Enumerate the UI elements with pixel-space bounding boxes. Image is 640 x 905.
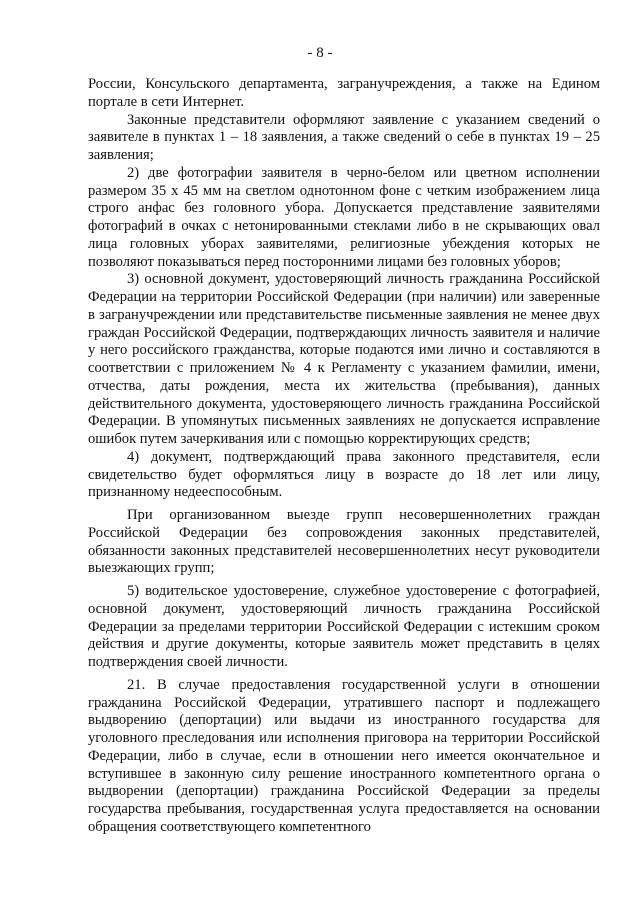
document-body	[88, 76, 600, 837]
paragraph-item-3-identity-document: 3) основной документ, удостоверяющий личность гражданина Российской Федерации на территории Российской Федерации (при наличии) или заверенные в загранучреждении или представительстве письменные заявления не менее двух граждан Российской Федерации, подтверждающих личность заявителя и наличие у него российского гражданства, которые подаются ими лично и составляются в соответствии с приложением № 4 к Регламенту с указанием фамилии, имени, отчества, даты рождения, места их жительства (пребывания), данных действительного документа, удостоверяющего личность гражданина Российской Федерации. В упомянутых письменных заявлениях не допускается исправление ошибок путем зачеркивания или с помощью корректирующих средств;	[88, 271, 600, 447]
paragraph-organized-groups: При организованном выезде групп несовершеннолетних граждан Российской Федерации без сопровождения законных представителей, обязанности законных представителей несовершеннолетних несут руководители выезжающих групп;	[88, 507, 600, 577]
page-number: - 8 -	[307, 45, 333, 61]
paragraph-item-5-other-documents: 5) водительское удостоверение, служебное удостоверение с фотографией, основной документ, удостоверяющий личность гражданина Российской Федерации за пределами территории Российской Федерации с истекшим сроком действия и другие документы, которые заявитель может представить в целях подтверждения своей личности.	[88, 583, 600, 670]
paragraph-item-4-representative-rights: 4) документ, подтверждающий права законного представителя, если свидетельство будет оформляться лицу в возрасте до 18 лет или лицу, признанному недееспособным.	[88, 448, 600, 501]
paragraph-item-2-photos: 2) две фотографии заявителя в черно-белом или цветном исполнении размером 35 х 45 мм на светлом однотонном фоне с четким изображением лица строго анфас без головного убора. Допускается представление заявителями фотографий в очках с нетонированными стеклами либо в не скрывающих овал лица головных уборах заявителями, религиозные убеждения которых не позволяют показываться перед посторонними лицами без головных уборов;	[88, 164, 600, 270]
paragraph-21-deportation: 21. В случае предоставления государственной услуги в отношении гражданина Российской Федерации, утратившего паспорт и подлежащего выдворению (депортации) или выдачи из иностранного государства для уголовного преследования или исполнения приговора на территории Российской Федерации, либо в случае, если в отношении него имеется окончательное и вступившее в законную силу решение иностранного компетентного органа о выдворении (депортации) гражданина Российской Федерации за пределы государства пребывания, государственная услуга предоставляется на основании обращения соответствующего компетентного	[88, 676, 600, 835]
paragraph-legal-representatives: Законные представители оформляют заявление с указанием сведений о заявителе в пунктах 1 – 18 заявления, а также сведений о себе в пунктах 19 – 25 заявления;	[88, 111, 600, 163]
paragraph-portal-continuation: России, Консульского департамента, загранучреждения, а также на Едином портале в сети Интернет.	[88, 76, 600, 110]
